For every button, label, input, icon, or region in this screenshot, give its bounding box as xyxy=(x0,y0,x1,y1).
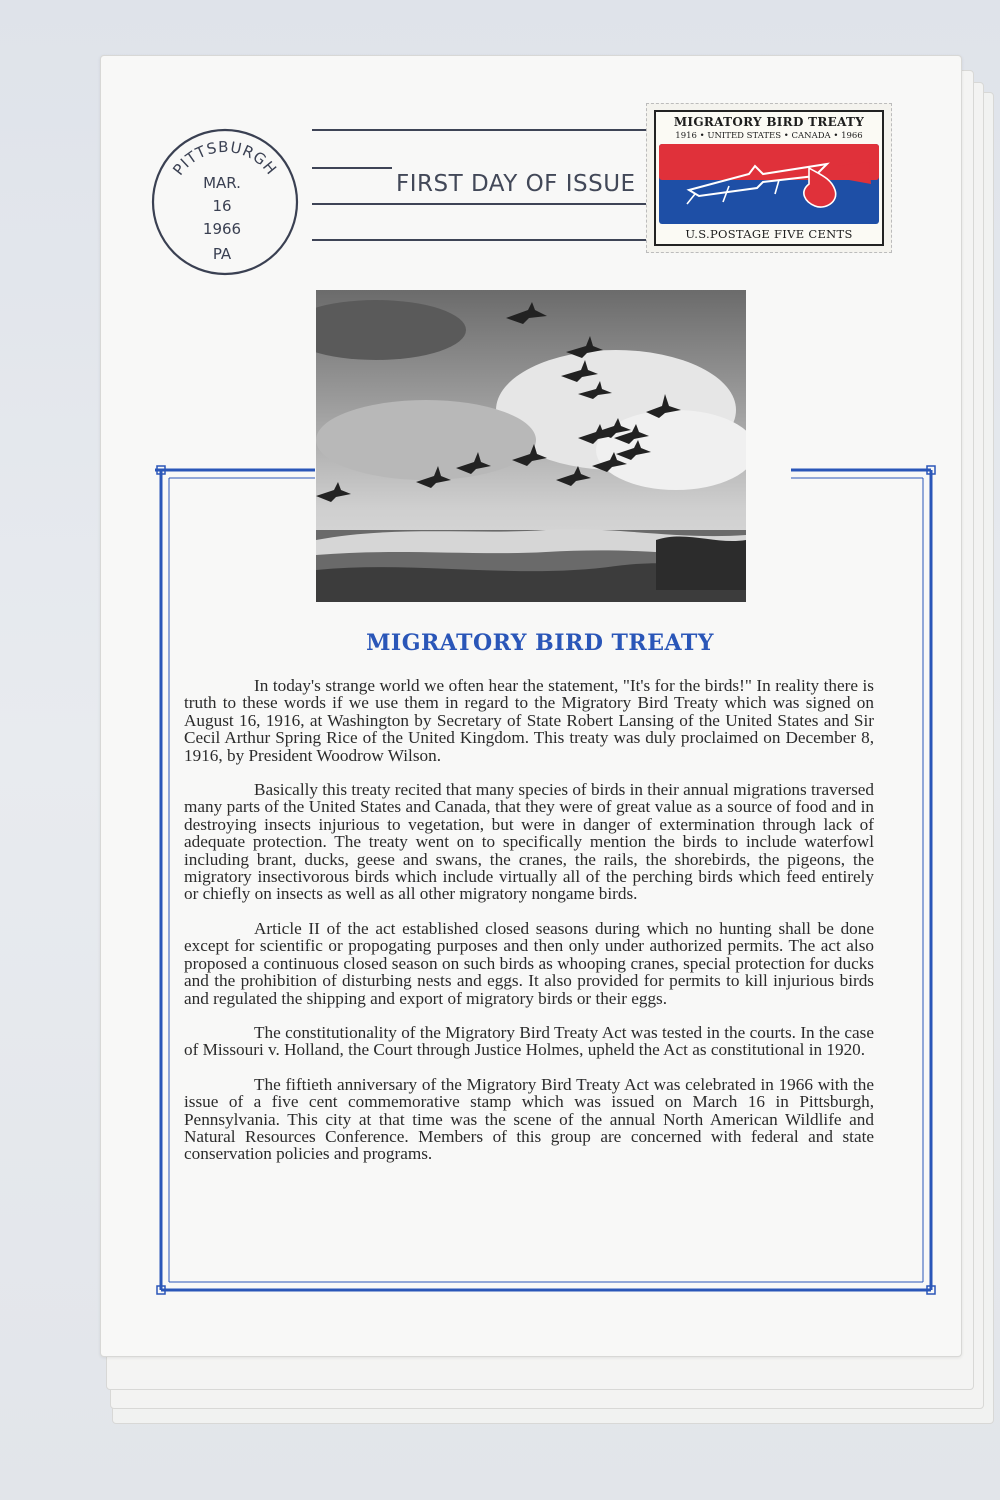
postmark xyxy=(150,127,300,277)
stamp-denomination: U.S.POSTAGE FIVE CENTS xyxy=(685,227,853,241)
article-paragraph: Article II of the act established closed seasons during which no hunting shall be done except for scientific or propogating purposes and then only under authorized permits. The act also proposed a continuous closed season on such birds as whooping cranes, special protection for ducks and the prohibition of disturbing nests and eggs. It also provided for permits to kill injurious birds and regulated the shipping and export of migratory birds or their eggs. xyxy=(184,918,874,1008)
stamp-subtitle: 1916 • UNITED STATES • CANADA • 1966 xyxy=(675,131,863,141)
article-body xyxy=(184,677,874,1180)
article-paragraph: The constitutionality of the Migratory Bird Treaty Act was tested in the courts. In the case of Missouri v. Holland, the Court through Justice Holmes, upheld the Act as constitutional in 1920. xyxy=(184,1022,874,1060)
postmark-city: PITTSBURGH xyxy=(169,137,281,179)
article-paragraph: Basically this treaty recited that many species of birds in their annual migrations traversed many parts of the United States and Canada, that they were of great value as a source of food and in destroying insects injurious to vegetation, but were in danger of extermination through lack of adequate protection. The treaty went on to specifically mention the birds to include waterfowl including brant, ducks, geese and swans, the cranes, the rails, the shorebirds, the pigeons, the migratory insectivorous birds which include virtually all of the perching birds which feed entirely or chiefly on insects as well as all other migratory nongame birds. xyxy=(184,780,874,904)
article-paragraph: The fiftieth anniversary of the Migratory Bird Treaty Act was celebrated in 1966 with the issue of a five cent commemorative stamp which was issued on March 16 in Pittsburgh, Pennsylvania. This city at that time was the scene of the annual North American Wildlife and Natural Resources Conference. Members of this group are concerned with federal and state conservation policies and programs. xyxy=(184,1074,874,1164)
article-paragraph: In today's strange world we often hear the statement, "It's for the birds!" In reality there is truth to these words if we use them in regard to the Migratory Bird Treaty which was signed on August 16, 1916, at Washington by Secretary of State Robert Lansing of the United States and Sir Cecil Arthur Spring Rice of the United Kingdom. This treaty was duly proclaimed on December 8, 1916, by President Woodrow Wilson. xyxy=(184,676,874,765)
postage-stamp xyxy=(646,103,892,253)
article-title: MIGRATORY BIRD TREATY xyxy=(366,630,714,656)
postmark-state: PA xyxy=(212,245,232,263)
postmark-day: 16 xyxy=(212,197,232,215)
first-day-of-issue-text: FIRST DAY OF ISSUE xyxy=(396,171,636,197)
postmark-month: MAR. xyxy=(203,174,241,192)
stamp-artwork xyxy=(659,144,879,224)
postmark-year: 1966 xyxy=(202,220,242,238)
stamp-title: MIGRATORY BIRD TREATY xyxy=(673,115,865,129)
